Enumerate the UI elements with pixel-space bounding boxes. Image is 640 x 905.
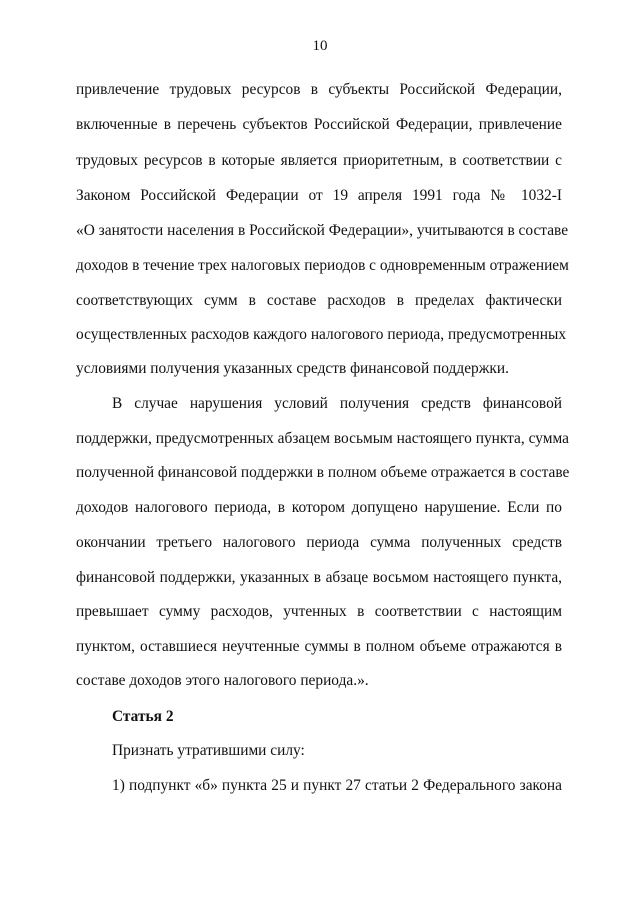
paragraph-2-line: пунктом, оставшиеся неучтенные суммы в полном объеме отражаются в (76, 638, 562, 655)
paragraph-2-line: финансовой поддержки, указанных в абзаце восьмом настоящего пункта, (76, 569, 562, 586)
paragraph-1-line: включенные в перечень субъектов Российской Федерации, привлечение (76, 116, 562, 133)
paragraph-2-line: доходов налогового периода, в котором допущено нарушение. Если по (76, 499, 562, 516)
article-heading: Статья 2 (112, 708, 174, 725)
list-item: 1) подпункт «б» пункта 25 и пункт 27 статьи 2 Федерального закона (112, 777, 562, 794)
paragraph-1-line: трудовых ресурсов в которые является приоритетным, в соответствии с (76, 152, 562, 169)
paragraph-2-line: составе доходов этого налогового периода.». (76, 672, 369, 689)
paragraph-2-line: окончании третьего налогового периода сумма полученных средств (76, 534, 562, 551)
paragraph-2-line: поддержки, предусмотренных абзацем восьмым настоящего пункта, сумма (76, 430, 569, 447)
paragraph-1-line: Законом Российской Федерации от 19 апреля 1991 года № 1032-I (76, 187, 562, 204)
paragraph-1-line: осуществленных расходов каждого налогового периода, предусмотренных (76, 326, 567, 343)
paragraph-1-line: соответствующих сумм в составе расходов в пределах фактически (76, 292, 562, 309)
paragraph-2-line: превышает сумму расходов, учтенных в соответствии с настоящим (76, 603, 562, 620)
article-intro: Признать утратившими силу: (112, 742, 305, 759)
paragraph-1-line: условиями получения указанных средств финансовой поддержки. (76, 360, 509, 377)
paragraph-2-line: полученной финансовой поддержки в полном объеме отражается в составе (76, 464, 570, 481)
paragraph-1-line: привлечение трудовых ресурсов в субъекты Российской Федерации, (76, 81, 562, 98)
paragraph-1-line: «О занятости населения в Российской Федерации», учитываются в составе (76, 222, 569, 239)
page-number: 10 (312, 38, 328, 54)
paragraph-1-line: доходов в течение трех налоговых периодов с одновременным отражением (76, 257, 569, 274)
paragraph-2-line: В случае нарушения условий получения средств финансовой (112, 395, 562, 412)
